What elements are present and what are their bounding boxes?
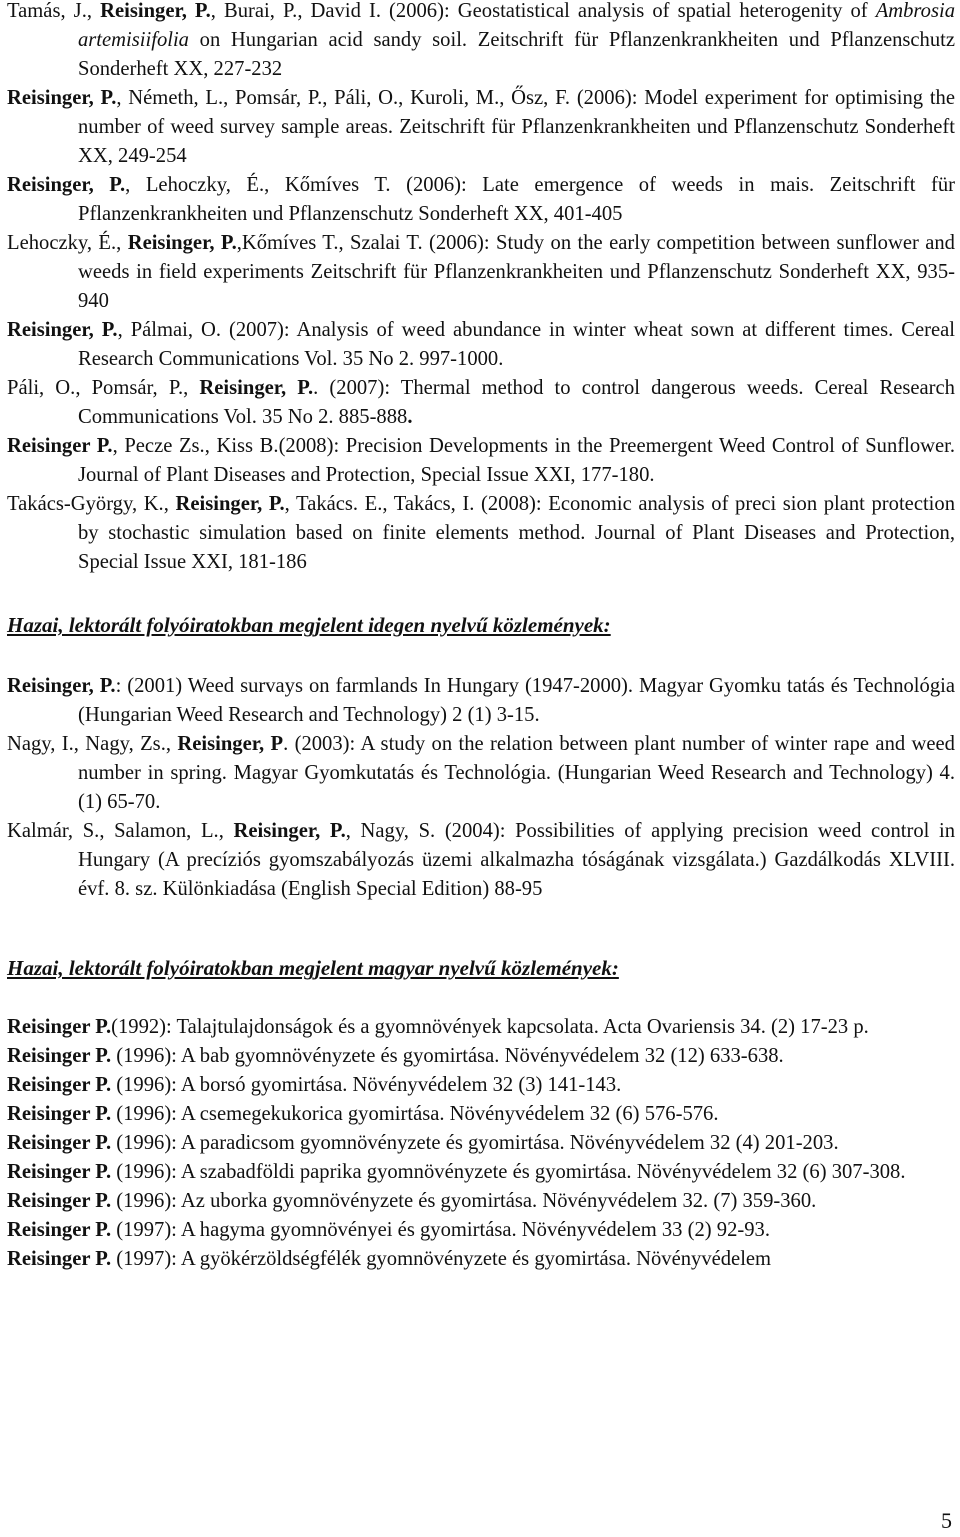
reference-entry: Reisinger P. (1996): A borsó gyomirtása. Növényvédelem 32 (3) 141-143. bbox=[7, 1074, 622, 1096]
reference-entry: Takács-György, K., Reisinger, P., Takács. E., Takács, I. (2008): Economic analysis of preci sion plant protection by stochastic simulation based on finite elements method. Journal of Plant Diseases and Protection, Special Issue XXI, 181-186 bbox=[7, 493, 955, 573]
reference-entry: Reisinger P. (1997): A gyökérzöldségfélék gyomnövényzete és gyomirtása. Növényvédelem bbox=[7, 1248, 772, 1270]
section-heading-foreign-language: Hazai, lektorált folyóiratokban megjelent idegen nyelvű közlemények: bbox=[7, 613, 611, 637]
reference-entry: Tamás, J., Reisinger, P., Burai, P., David I. (2006): Geostatistical analysis of spatial heterogenity of Ambrosia artemisiifolia on Hungarian acid sandy soil. Zeitschrift für Pflanzenkrankheiten und Pflanzenschutz Sonderheft XX, 227-232 bbox=[7, 0, 956, 80]
reference-entry: Reisinger P.(1992): Talajtulajdonságok és a gyomnövények kapcsolata. Acta Ovariensis 34. (2) 17-23 p. bbox=[7, 1016, 869, 1038]
section-heading-hungarian-language: Hazai, lektorált folyóiratokban megjelent magyar nyelvű közlemények: bbox=[7, 956, 619, 980]
reference-list-domestic-foreign bbox=[7, 672, 955, 904]
reference-entry: Reisinger P., Pecze Zs., Kiss B.(2008): Precision Developments in the Preemergent Weed Control of Sunflower. Journal of Plant Diseases and Protection, Special Issue XXI, 177-180. bbox=[7, 435, 955, 486]
reference-entry: Reisinger, P.: (2001) Weed survays on farmlands In Hungary (1947-2000). Magyar Gyomku tatás és Technológia (Hungarian Weed Research and Technology) 2 (1) 3-15. bbox=[7, 675, 955, 726]
document-page bbox=[7, 0, 955, 1274]
reference-entry: Reisinger, P., Pálmai, O. (2007): Analysis of weed abundance in winter wheat sown at different times. Cereal Research Communications Vol. 35 No 2. 997-1000. bbox=[7, 319, 956, 370]
reference-list-international bbox=[7, 0, 955, 577]
reference-entry: Reisinger P. (1996): A bab gyomnövényzete és gyomirtása. Növényvédelem 32 (12) 633-638. bbox=[7, 1045, 784, 1067]
reference-entry: Nagy, I., Nagy, Zs., Reisinger, P. (2003): A study on the relation between plant number of winter rape and weed number in spring. Magyar Gyomkutatás és Technológia. (Hungarian Weed Research and Technology) 4. (1) 65-70. bbox=[7, 733, 955, 813]
reference-entry: Reisinger P. (1996): A szabadföldi paprika gyomnövényzete és gyomirtása. Növényvédelem 32 (6) 307-308. bbox=[7, 1161, 906, 1183]
reference-list-domestic-hungarian bbox=[7, 1013, 955, 1274]
reference-entry: Kalmár, S., Salamon, L., Reisinger, P., Nagy, S. (2004): Possibilities of applying precision weed control in Hungary (A precíziós gyomszabályozás üzemi alkalmazha tóságának vizsgálata.) Gazdálkodás XLVIII. évf. 8. sz. Különkiadása (English Special Edition) 88-95 bbox=[7, 820, 955, 900]
reference-entry: Páli, O., Pomsár, P., Reisinger, P.. (2007): Thermal method to control dangerous weeds. Cereal Research Communications Vol. 35 No 2. 885-888. bbox=[7, 377, 955, 428]
page-number: 5 bbox=[941, 1508, 952, 1533]
reference-entry: Reisinger P. (1996): A paradicsom gyomnövényzete és gyomirtása. Növényvédelem 32 (4) 201-203. bbox=[7, 1132, 839, 1154]
reference-entry: Reisinger, P., Lehoczky, É., Kőmíves T. (2006): Late emergence of weeds in mais. Zeitschrift für Pflanzenkrankheiten und Pflanzenschutz Sonderheft XX, 401-405 bbox=[7, 174, 955, 225]
reference-entry: Lehoczky, É., Reisinger, P.,Kőmíves T., Szalai T. (2006): Study on the early competition between sunflower and weeds in field experiments Zeitschrift für Pflanzenkrankheiten und Pflanzenschutz Sonderheft XX, 935-940 bbox=[7, 232, 955, 312]
reference-entry: Reisinger, P., Németh, L., Pomsár, P., Páli, O., Kuroli, M., Ősz, F. (2006): Model experiment for optimising the number of weed survey sample areas. Zeitschrift für Pflanzenkrankheiten und Pflanzenschutz Sonderheft XX, 249-254 bbox=[7, 87, 955, 167]
reference-entry: Reisinger P. (1997): A hagyma gyomnövényei és gyomirtása. Növényvédelem 33 (2) 92-93. bbox=[7, 1219, 770, 1241]
reference-entry: Reisinger P. (1996): Az uborka gyomnövényzete és gyomirtása. Növényvédelem 32. (7) 359-360. bbox=[7, 1190, 817, 1212]
reference-entry: Reisinger P. (1996): A csemegekukorica gyomirtása. Növényvédelem 32 (6) 576-576. bbox=[7, 1103, 719, 1125]
